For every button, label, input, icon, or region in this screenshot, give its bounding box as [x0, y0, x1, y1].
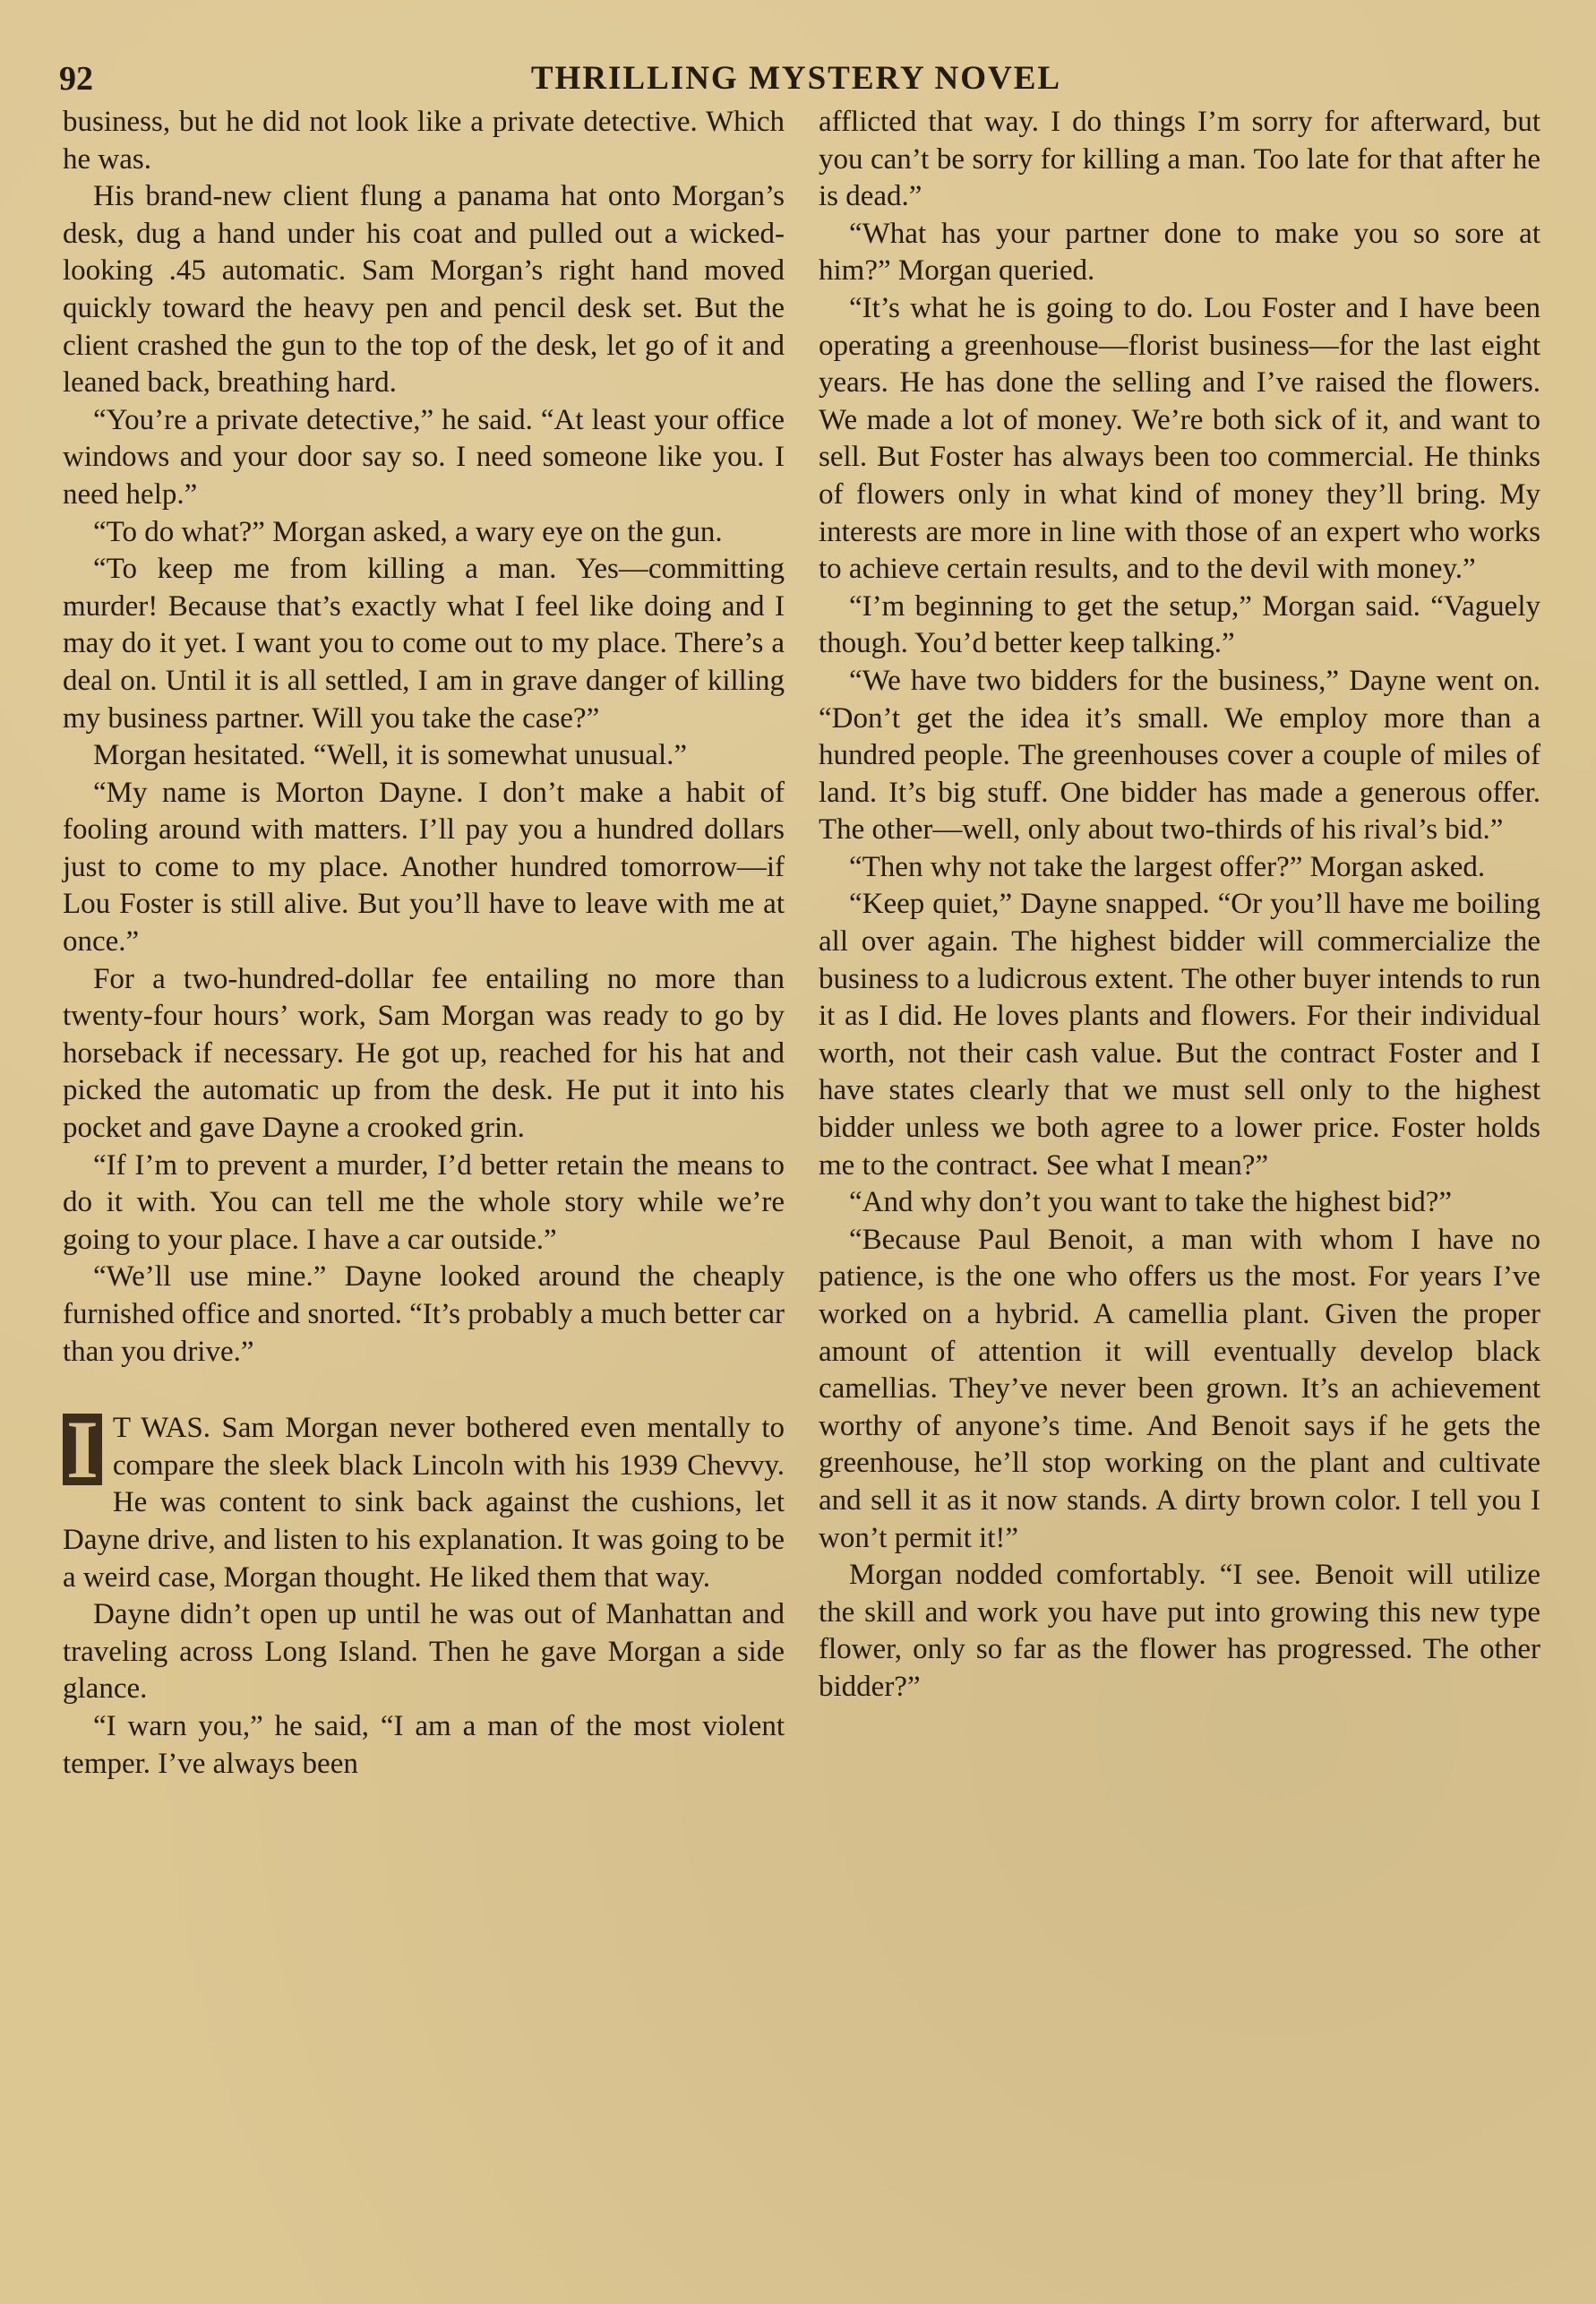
paragraph: “I warn you,” he said, “I am a man of the most violent temper. I’ve always been [63, 1709, 785, 1780]
paragraph: “I’m beginning to get the setup,” Morgan said. “Vaguely though. You’d better keep talking.” [819, 589, 1540, 660]
section-first-paragraph [63, 1404, 785, 1596]
paragraph: Dayne didn’t open up until he was out of Manhattan and traveling across Long Island. Then he gave Morgan a side glance. [63, 1598, 785, 1706]
section-first-paragraph-text: T WAS. Sam Morgan never bothered even mentally to compare the sleek black Lincoln with his 1939 Chevvy. He was content to sink back against the cushions, let Dayne drive, and listen to his explanation. It was going to be a weird case, Morgan thought. He liked them that way. [63, 1412, 785, 1594]
paragraph: His brand-new client flung a panama hat onto Morgan’s desk, dug a hand under his coat and pulled out a wicked-looking .45 automatic. Sam Morgan’s right hand moved quickly toward the heavy pen and pencil desk set. But the client crashed the gun to the top of the desk, let go of it and leaned back, breathing hard. [63, 180, 785, 400]
right-column [819, 104, 1540, 1707]
paragraph: “We have two bidders for the business,” Dayne went on. “Don’t get the idea it’s small. We employ more than a hundred people. The greenhouses cover a couple of miles of land. It’s big stuff. One bidder has made a generous offer. The other—well, only about two-thirds of his rival’s bid.” [819, 664, 1540, 847]
paragraph: “To do what?” Morgan asked, a wary eye on the gun. [93, 515, 723, 548]
paragraph: afflicted that way. I do things I’m sorry for afterward, but you can’t be sorry for killing a man. Too late for that after he is dead.” [819, 106, 1540, 213]
paragraph: “And why don’t you want to take the highest bid?” [849, 1186, 1453, 1219]
page-number: 92 [59, 60, 93, 98]
page-header [59, 56, 1533, 102]
paragraph: For a two-hundred-dollar fee entailing no more than twenty-four hours’ work, Sam Morgan was ready to go by horseback if necessary. He got up, reached for his hat and picked the automatic up from the desk. He put it into his pocket and gave Dayne a crooked grin. [63, 962, 785, 1145]
drop-cap: I [63, 1414, 102, 1485]
paragraph: “Then why not take the largest offer?” Morgan asked. [849, 850, 1486, 883]
paragraph: “It’s what he is going to do. Lou Foster and I have been operating a greenhouse—florist business—for the last eight years. He has done the selling and I’ve raised the flowers. We made a lot of money. We’re both sick of it, and want to sell. But Foster has always been too commercial. He thinks of flowers only in what kind of money they’ll bring. My interests are more in line with those of an expert who works to achieve certain results, and to the devil with money.” [819, 291, 1540, 586]
running-title: THRILLING MYSTERY NOVEL [530, 60, 1062, 97]
paragraph: business, but he did not look like a private detective. Which he was. [63, 106, 785, 176]
paragraph: Morgan nodded comfortably. “I see. Benoit will utilize the skill and work you have put into growing this new type flower, only so far as the flower has progressed. The other bidder?” [819, 1559, 1540, 1703]
paragraph: “You’re a private detective,” he said. “At least your office windows and your door say so. I need someone like you. I need help.” [63, 403, 785, 511]
paragraph: “What has your partner done to make you so sore at him?” Morgan queried. [819, 217, 1540, 288]
paragraph: “We’ll use mine.” Dayne looked around the cheaply furnished office and snorted. “It’s probably a much better car than you drive.” [63, 1260, 785, 1368]
paragraph: “My name is Morton Dayne. I don’t make a habit of fooling around with matters. I’ll pay you a hundred dollars just to come to my place. Another hundred tomorrow—if Lou Foster is still alive. But you’ll have to leave with me at once.” [63, 776, 785, 959]
paragraph: “If I’m to prevent a murder, I’d better retain the means to do it with. You can tell me the whole story while we’re going to your place. I have a car outside.” [63, 1148, 785, 1256]
paragraph: “Keep quiet,” Dayne snapped. “Or you’ll have me boiling all over again. The highest bidder will commercialize the business to a ludicrous extent. The other buyer intends to run it as I did. He loves plants and flowers. For their individual worth, not their cash value. But the contract Foster and I have states clearly that we must sell only to the highest bidder unless we both agree to a lower price. Foster holds me to the contract. See what I mean?” [819, 888, 1540, 1182]
paragraph: “To keep me from killing a man. Yes—committing murder! Because that’s exactly what I feel like doing and I may do it yet. I want you to come out to my place. There’s a deal on. Until it is all settled, I am in grave danger of killing my business partner. Will you take the case?” [63, 553, 785, 735]
paragraph: “Because Paul Benoit, a man with whom I have no patience, is the one who offers us the most. For years I’ve worked on a hybrid. A camellia plant. Given the proper amount of attention it will eventually develop black camellias. They’ve never been grown. It’s an achievement worthy of anyone’s time. And Benoit says if he gets the greenhouse, he’ll stop working on the plant and cultivate and sell it as it now stands. A dirty brown color. I tell you I won’t permit it!” [819, 1223, 1540, 1554]
paragraph: Morgan hesitated. “Well, it is somewhat unusual.” [93, 739, 688, 772]
left-column [63, 104, 785, 1783]
